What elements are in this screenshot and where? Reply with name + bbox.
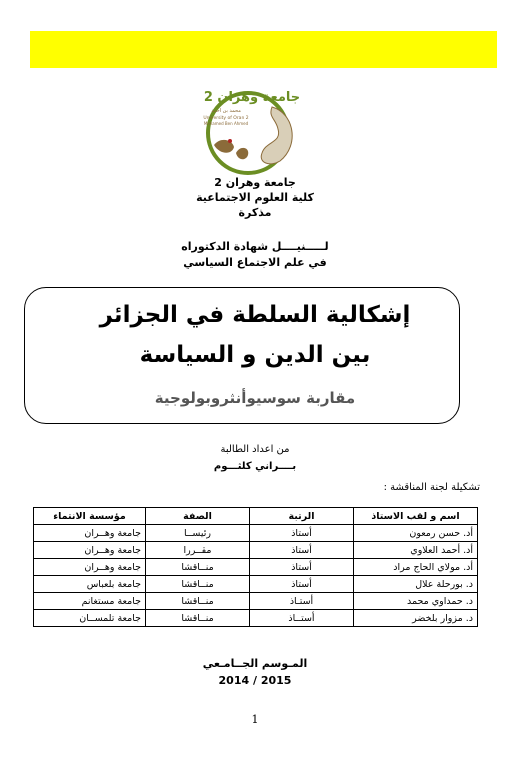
university-name: جامعة وهران 2 bbox=[214, 176, 296, 189]
table-row bbox=[34, 525, 478, 542]
table-row bbox=[34, 593, 478, 610]
jury-member-rank: أستـاذ bbox=[250, 593, 354, 610]
jury-member-rank: أستاذ bbox=[250, 542, 354, 559]
jury-member-name: د. بورحلة علال bbox=[354, 576, 478, 593]
header-name: اسم و لقب الاستاذ bbox=[354, 508, 478, 525]
thesis-title-line2: بين الدين و السياسة bbox=[139, 342, 371, 368]
jury-member-role: منــاقشا bbox=[146, 559, 250, 576]
logo-arabic-name: جامعة وهران 2 bbox=[203, 90, 301, 105]
header-rank: الرتبة bbox=[250, 508, 354, 525]
jury-member-institution: جامعة وهــران bbox=[34, 525, 146, 542]
document-type: مذكرة bbox=[238, 206, 272, 219]
jury-table bbox=[33, 507, 478, 627]
jury-member-rank: أستاذ bbox=[250, 525, 354, 542]
jury-member-name: أد. حسن رمعون bbox=[354, 525, 478, 542]
jury-member-rank: أستاذ bbox=[250, 559, 354, 576]
logo-english-subname: Mohamed Ben Ahmed bbox=[203, 121, 249, 126]
logo-english-name: University of Oran 2 bbox=[203, 116, 249, 121]
jury-member-name: د. مزوار بلخضر bbox=[354, 610, 478, 627]
table-row bbox=[34, 610, 478, 627]
logo-brown-mark-2 bbox=[236, 148, 248, 159]
university-logo bbox=[192, 83, 312, 175]
table-row bbox=[34, 559, 478, 576]
thesis-title-line1: إشكالية السلطة في الجزائر bbox=[99, 302, 411, 328]
logo-lion-shape bbox=[261, 107, 292, 164]
field-line: في علم الاجتماع السياسي bbox=[183, 256, 327, 269]
jury-member-institution: جامعة وهــران bbox=[34, 559, 146, 576]
jury-member-role: منــاقشا bbox=[146, 593, 250, 610]
degree-line: لـــــنيــــل شهادة الدكتوراه bbox=[181, 240, 329, 253]
jury-label: تشكيلة لجنة المناقشة : bbox=[383, 482, 480, 493]
jury-member-name: أد. أحمد العلاوي bbox=[354, 542, 478, 559]
logo-red-dot bbox=[228, 139, 232, 143]
jury-member-role: منــاقشا bbox=[146, 610, 250, 627]
jury-member-institution: جامعة وهــران bbox=[34, 542, 146, 559]
jury-member-rank: أستاذ bbox=[250, 576, 354, 593]
yellow-banner bbox=[30, 31, 497, 68]
jury-member-name: أد. مولاي الحاج مراد bbox=[354, 559, 478, 576]
header-role: الصفة bbox=[146, 508, 250, 525]
jury-member-role: مقــررا bbox=[146, 542, 250, 559]
page-number: 1 bbox=[251, 713, 259, 726]
jury-header-row bbox=[34, 508, 478, 525]
jury-member-name: د. حمداوي محمد bbox=[354, 593, 478, 610]
prepared-by-label: من اعداد الطالبة bbox=[220, 444, 290, 455]
jury-member-role: منــاقشا bbox=[146, 576, 250, 593]
faculty-name: كلية العلوم الاجتماعية bbox=[196, 191, 314, 204]
header-institution: مؤسسة الانتماء bbox=[34, 508, 146, 525]
jury-member-rank: أستــاذ bbox=[250, 610, 354, 627]
academic-year: 2015 / 2014 bbox=[218, 674, 292, 687]
jury-member-institution: جامعة بلعباس bbox=[34, 576, 146, 593]
jury-member-institution: جامعة تلمســان bbox=[34, 610, 146, 627]
student-name: بــــراني كلثـــوم bbox=[213, 461, 297, 472]
logo-arabic-subname: محمد بن احمد bbox=[211, 108, 241, 114]
jury-member-institution: جامعة مستغانم bbox=[34, 593, 146, 610]
jury-member-role: رئيســا bbox=[146, 525, 250, 542]
academic-season-label: المـوسم الجــامـعي bbox=[202, 657, 308, 670]
table-row bbox=[34, 576, 478, 593]
thesis-subtitle: مقاربة سوسيوأنثروبولوجية bbox=[154, 389, 356, 407]
table-row bbox=[34, 542, 478, 559]
